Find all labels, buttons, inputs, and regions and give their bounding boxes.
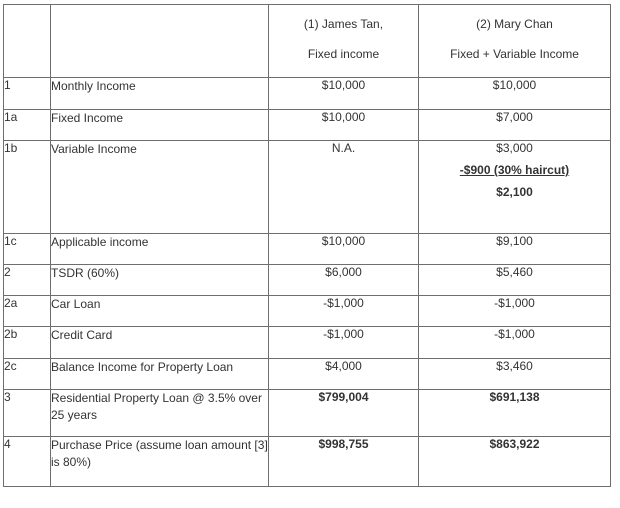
mary-value: $7,000 (419, 110, 611, 141)
row-number: 1a (4, 110, 51, 141)
james-value: $4,000 (269, 359, 419, 390)
james-value: $998,755 (269, 437, 419, 487)
james-value: $10,000 (269, 110, 419, 141)
row-number: 3 (4, 390, 51, 437)
james-value: $10,000 (269, 78, 419, 110)
loan-comparison-table (3, 4, 611, 487)
table-row (4, 78, 611, 110)
header-mary-name: (2) Mary Chan (476, 17, 553, 31)
table-row (4, 296, 611, 327)
row-number: 1 (4, 78, 51, 110)
row-label: Monthly Income (51, 78, 269, 110)
header-row (4, 5, 611, 78)
row-label: Variable Income (51, 141, 269, 234)
mary-value: $5,460 (419, 265, 611, 296)
mary-value: $691,138 (419, 390, 611, 437)
row-label: Fixed Income (51, 110, 269, 141)
header-james-tan (269, 5, 419, 78)
mary-variable-income: $3,000 (496, 141, 533, 155)
table-row (4, 141, 611, 234)
james-value: $6,000 (269, 265, 419, 296)
header-num-cell (4, 5, 51, 78)
mary-variable-net: $2,100 (496, 185, 533, 199)
row-number: 2 (4, 265, 51, 296)
table-row (4, 265, 611, 296)
row-label: TSDR (60%) (51, 265, 269, 296)
header-james-income-type: Fixed income (307, 47, 380, 61)
row-label: Credit Card (51, 327, 269, 359)
table-row (4, 390, 611, 437)
row-number: 4 (4, 437, 51, 487)
james-value: $10,000 (269, 234, 419, 265)
row-number: 2b (4, 327, 51, 359)
row-number: 1c (4, 234, 51, 265)
mary-value: $3,460 (419, 359, 611, 390)
header-james-name: (1) James Tan, (303, 17, 384, 31)
row-label: Applicable income (51, 234, 269, 265)
mary-value: $9,100 (419, 234, 611, 265)
header-mary-income-type: Fixed + Variable Income (450, 47, 579, 61)
table-row (4, 437, 611, 487)
row-label: Purchase Price (assume loan amount [3] is 80%) (51, 437, 269, 487)
row-number: 1b (4, 141, 51, 234)
mary-haircut: -$900 (30% haircut) (459, 163, 570, 177)
header-label-cell (51, 5, 269, 78)
mary-value: -$1,000 (419, 296, 611, 327)
header-mary-chan (419, 5, 611, 78)
row-label: Balance Income for Property Loan (51, 359, 269, 390)
table-row (4, 327, 611, 359)
mary-value: $10,000 (419, 78, 611, 110)
james-value: N.A. (269, 141, 419, 234)
mary-value: $863,922 (419, 437, 611, 487)
mary-value: -$1,000 (419, 327, 611, 359)
row-label: Car Loan (51, 296, 269, 327)
james-value: -$1,000 (269, 296, 419, 327)
mary-value-block (419, 141, 611, 234)
table-row (4, 234, 611, 265)
table-row (4, 359, 611, 390)
james-value: -$1,000 (269, 327, 419, 359)
james-value: $799,004 (269, 390, 419, 437)
row-label: Residential Property Loan @ 3.5% over 25 years (51, 390, 269, 437)
table-row (4, 110, 611, 141)
row-number: 2a (4, 296, 51, 327)
row-number: 2c (4, 359, 51, 390)
